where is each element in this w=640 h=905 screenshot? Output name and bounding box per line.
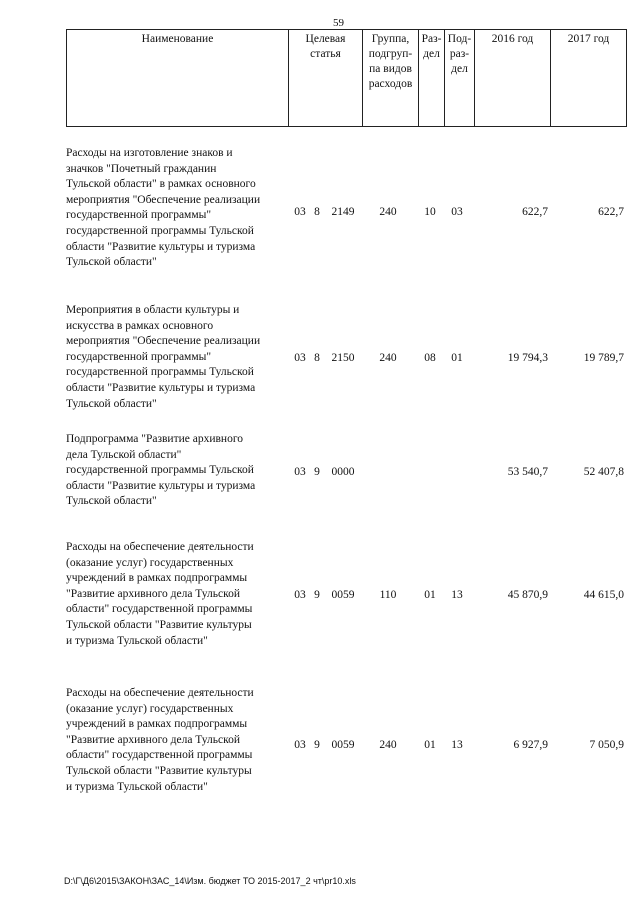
row-value-2016: 622,7 [522, 206, 548, 218]
row-name: Расходы на изготовление знаков и значков "Почетный гражданин Тульской области" в рамках основного мероприятия "Обеспечение реализации государственной программы" государственной программы Тульской области "Развитие культуры и туризма Тульской области" [66, 147, 261, 269]
row-value-2017: 7 050,9 [589, 739, 624, 751]
row-section: 08 [424, 352, 436, 364]
row-value-2017: 52 407,8 [583, 466, 624, 478]
row-target-code: 0059 [331, 589, 355, 601]
row-expense-group: 240 [379, 739, 397, 751]
header-target-article: Целевая статья [289, 30, 363, 127]
header-subsection: Под- раз- дел [445, 30, 475, 127]
row-expense-group: 240 [379, 206, 397, 218]
row-section: 10 [424, 206, 436, 218]
row-name: Подпрограмма "Развитие архивного дела Тульской области" государственной программы Тульской области "Развитие культуры и туризма Тульской области" [66, 433, 256, 508]
row-section: 01 [424, 589, 436, 601]
row-target-code: 0000 [331, 466, 355, 478]
table-row [66, 303, 626, 413]
table-row [66, 686, 626, 796]
row-target-subprogram: 8 [314, 352, 320, 364]
row-target-subprogram: 8 [314, 206, 320, 218]
file-path-footer: D:\Г\Д6\2015\ЗАКОН\ЗАС_14\Изм. бюджет ТО 2015-2017_2 чт\рr10.xls [64, 876, 356, 886]
header-expense-group: Группа, подгруп- па видов расходов [363, 30, 419, 127]
row-target-code: 0059 [331, 739, 355, 751]
row-target-program: 03 [294, 206, 306, 218]
row-target-code: 2150 [331, 352, 355, 364]
row-target-subprogram: 9 [314, 739, 320, 751]
row-name: Расходы на обеспечение деятельности (оказание услуг) государственных учреждений в рамках подпрограммы "Развитие архивного дела Тульской области" государственной программы Тульской области "Развитие культуры и туризма Тульской области" [66, 687, 254, 793]
row-target-program: 03 [294, 466, 306, 478]
row-target-program: 03 [294, 352, 306, 364]
row-value-2017: 44 615,0 [583, 589, 624, 601]
row-expense-group: 240 [379, 352, 397, 364]
row-subsection: 01 [451, 352, 463, 364]
row-subsection: 03 [451, 206, 463, 218]
row-value-2017: 622,7 [598, 206, 624, 218]
row-subsection: 13 [451, 589, 463, 601]
row-target-subprogram: 9 [314, 466, 320, 478]
row-target-subprogram: 9 [314, 589, 320, 601]
header-2017: 2017 год [551, 30, 627, 127]
table-row [66, 146, 626, 272]
row-name: Мероприятия в области культуры и искусства в рамках основного мероприятия "Обеспечение реализации государственной программы" государственной программы Тульской области "Развитие культуры и туризма Тульской области" [66, 304, 261, 410]
header-name: Наименование [67, 30, 289, 127]
row-target-code: 2149 [331, 206, 355, 218]
row-subsection: 13 [451, 739, 463, 751]
header-2016: 2016 год [475, 30, 551, 127]
row-name: Расходы на обеспечение деятельности (оказание услуг) государственных учреждений в рамках подпрограммы "Развитие архивного дела Тульской области" государственной программы Тульской области "Развитие культуры и туризма Тульской области" [66, 541, 254, 647]
row-expense-group: 110 [379, 589, 397, 601]
row-section: 01 [424, 739, 436, 751]
row-value-2016: 53 540,7 [507, 466, 548, 478]
table-row [66, 540, 626, 650]
header-section: Раз- дел [419, 30, 445, 127]
page-number: 59 [333, 17, 344, 29]
row-value-2016: 45 870,9 [507, 589, 548, 601]
row-target-program: 03 [294, 739, 306, 751]
table-row [66, 432, 626, 512]
row-value-2016: 19 794,3 [507, 352, 548, 364]
table-header [66, 29, 627, 127]
row-value-2016: 6 927,9 [513, 739, 548, 751]
row-target-program: 03 [294, 589, 306, 601]
row-value-2017: 19 789,7 [583, 352, 624, 364]
